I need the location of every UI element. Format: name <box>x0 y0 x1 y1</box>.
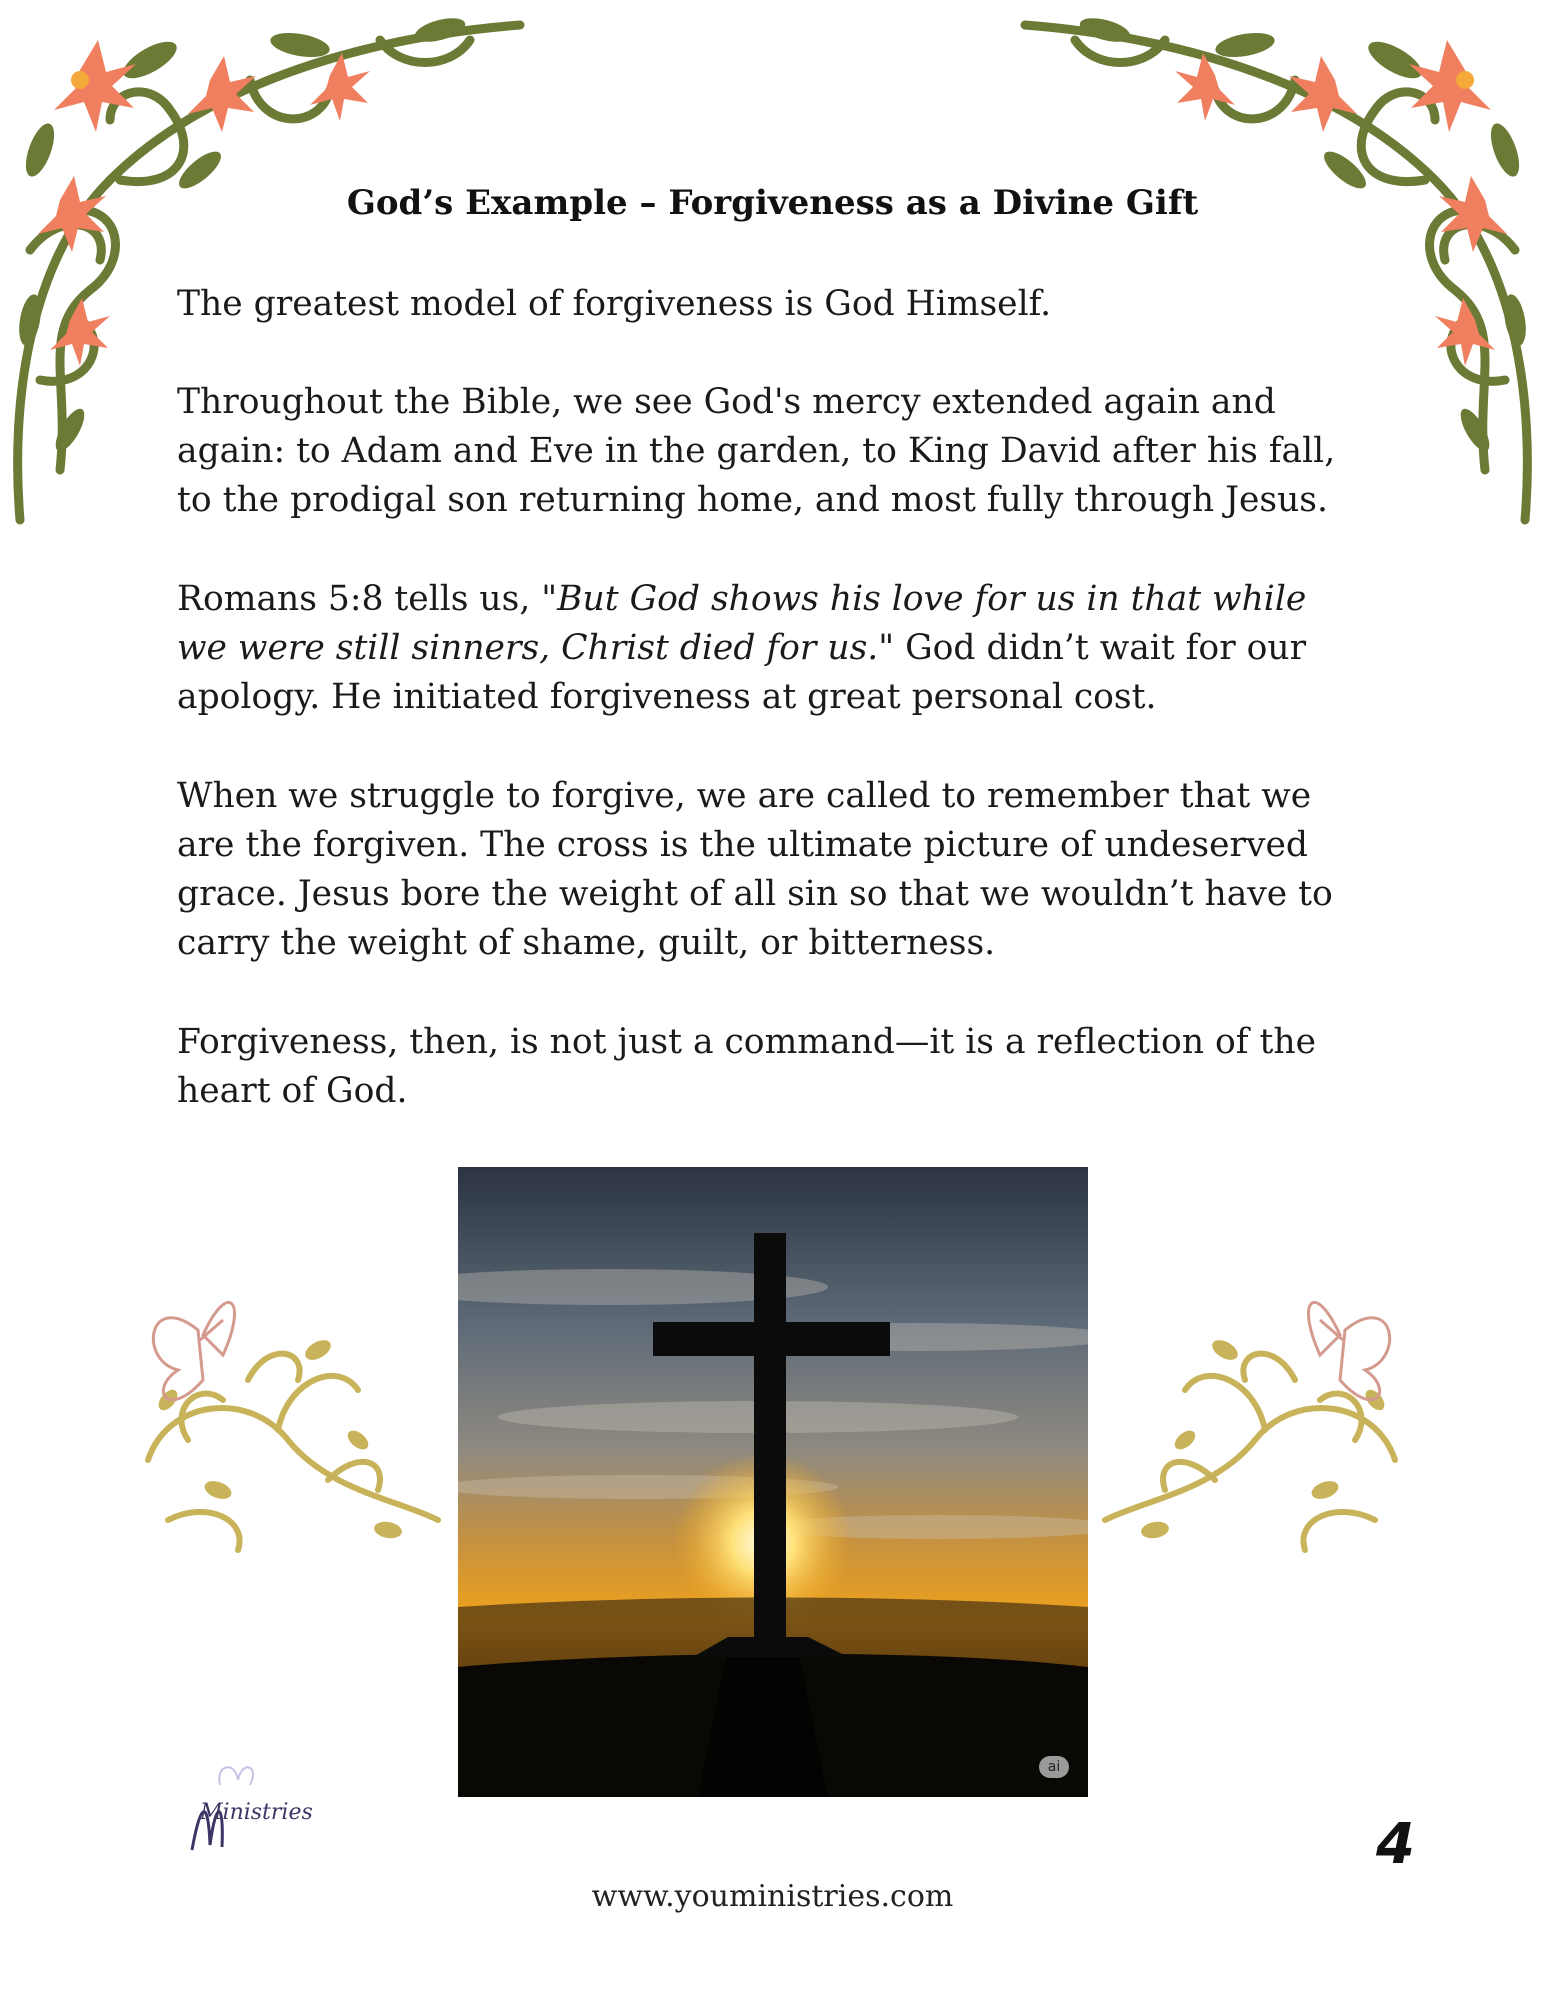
gold-swirl-butterfly-right <box>1095 1260 1415 1590</box>
paragraph-bible-mercy: Throughout the Bible, we see God's mercy extended again and again: to Adam and Eve in the garden, to King David after his fall, to the prodigal son returning home, and most fully through Jesus. <box>177 382 1336 520</box>
page-title: God’s Example – Forgiveness as a Divine Gift <box>346 183 1199 223</box>
romans-intro: Romans 5:8 tells us, " <box>177 579 558 619</box>
paragraph-conclusion: Forgiveness, then, is not just a command—it is a reflection of the heart of God. <box>177 1022 1317 1111</box>
gold-swirl-butterfly-left <box>128 1260 448 1590</box>
logo-text: Ministries <box>200 1800 313 1825</box>
romans-rest: " God didn’t wait for our apology. He initiated forgiveness at great personal cost. <box>177 628 1307 717</box>
paragraph-intro: The greatest model of forgiveness is God Himself. <box>177 284 1052 324</box>
cross-sunset-image <box>458 1167 1088 1797</box>
paragraph-forgiven: When we struggle to forgive, we are called to remember that we are the forgiven. The cross is the ultimate picture of undeserved grace. Jesus bore the weight of all sin so that we wouldn’t have to carry the weight of shame, guilt, or bitterness. <box>177 776 1333 963</box>
romans-quote: But God shows his love for us in that while we were still sinners, Christ died for us. <box>177 579 1307 668</box>
ai-badge: ai <box>1039 1756 1069 1778</box>
page-number: 4 <box>1376 1812 1415 1877</box>
footer-url[interactable]: www.youministries.com <box>591 1879 954 1914</box>
paragraph-romans <box>177 575 1367 722</box>
